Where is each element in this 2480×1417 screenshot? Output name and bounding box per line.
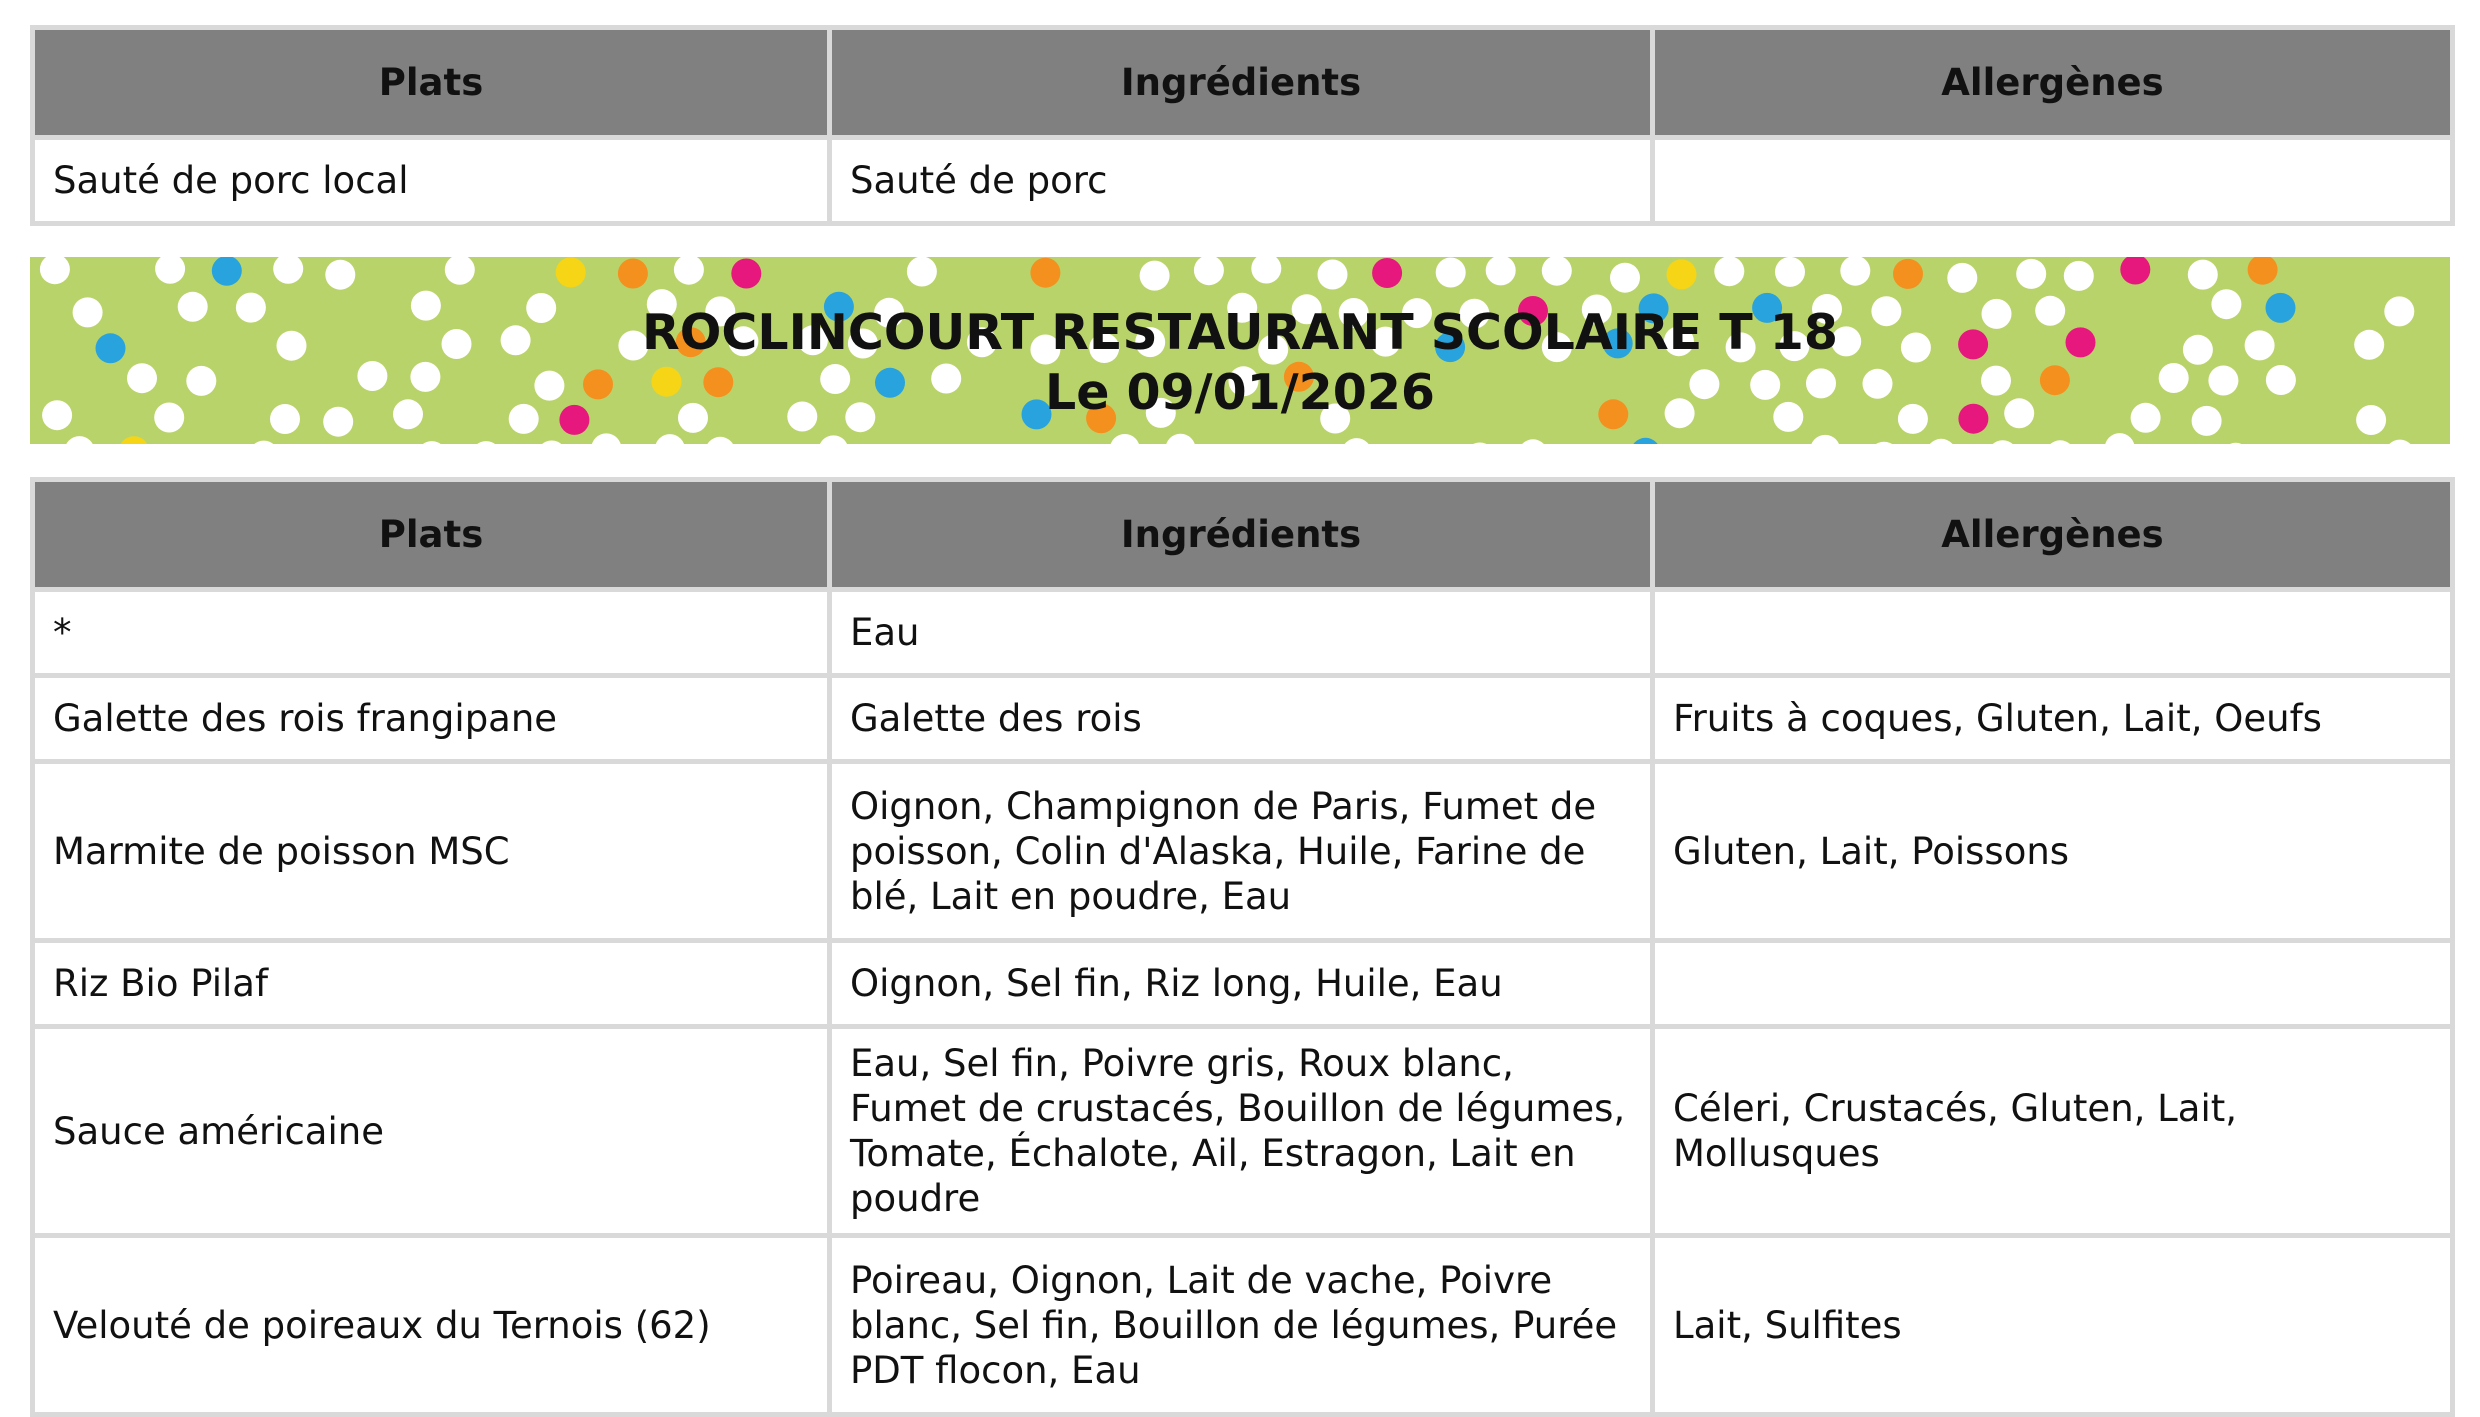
cell-ingredients: Galette des rois [830,676,1653,762]
polka-dot [1714,257,1744,286]
cell-ingredients: Eau, Sel fin, Poivre gris, Roux blanc, Fumet de crustacés, Bouillon de légumes, Tomate, Échalote, Ail, Estragon, Lait en poudre [830,1027,1653,1236]
cell-allergenes [1653,941,2453,1027]
polka-dot [2188,260,2218,290]
cell-plat: Sauté de porc local [33,138,830,224]
polka-dot [907,257,937,287]
polka-dot [1926,439,1956,444]
polka-dot [1988,440,2018,444]
polka-dot [1893,259,1923,289]
table-header-row [33,480,2453,590]
polka-dot [537,441,567,445]
cell-allergenes: Lait, Sulfites [1653,1236,2453,1415]
cell-allergenes: Fruits à coques, Gluten, Lait, Oeufs [1653,676,2453,762]
polka-dot [1436,258,1466,288]
column-header-plats: Plats [33,480,830,590]
menu-table-main [30,477,2455,1417]
cell-allergenes: Gluten, Lait, Poissons [1653,762,2453,941]
polka-dot [1947,263,1977,293]
cell-ingredients: Poireau, Oignon, Lait de vache, Poivre blanc, Sel fin, Bouillon de légumes, Purée PDT flocon, Eau [830,1236,1653,1415]
polka-dot [819,435,849,444]
polka-dot [417,441,447,444]
cell-ingredients: Eau [830,590,1653,676]
polka-dot [1140,261,1170,291]
polka-dot [1251,257,1281,284]
polka-dot [212,257,242,286]
polka-dot [445,257,475,285]
polka-dot [705,437,735,444]
cell-plat: Velouté de poireaux du Ternois (62) [33,1236,830,1415]
polka-dot [1518,439,1548,444]
cell-ingredients: Oignon, Champignon de Paris, Fumet de poisson, Colin d'Alaska, Huile, Farine de blé, Lait en poudre, Eau [830,762,1653,941]
polka-dot [1542,257,1572,286]
polka-dot [1610,263,1640,293]
day-banner [30,257,2450,444]
column-header-ingredients: Ingrédients [830,480,1653,590]
table-row [33,138,2453,224]
polka-dot [674,257,704,285]
polka-dot [273,257,303,284]
table-row [33,1236,2453,1415]
table-row [33,1027,2453,1236]
polka-dot [2016,259,2046,289]
cell-ingredients: Sauté de porc [830,138,1653,224]
restaurant-name: ROCLINCOURT RESTAURANT SCOLAIRE T 18 [642,304,1838,361]
polka-dot [2045,440,2075,444]
column-header-plats: Plats [33,28,830,138]
polka-dot [325,260,355,290]
menu-table-top [30,25,2455,226]
polka-dot [1840,257,1870,286]
polka-dot [1775,257,1805,287]
table-header-row [33,28,2453,138]
polka-dot [2385,440,2415,444]
polka-dot [618,259,648,289]
polka-dot [1465,443,1495,445]
polka-dot [2221,443,2251,444]
polka-dot [2248,257,2278,285]
polka-dot [2120,257,2150,285]
polka-dot [2105,433,2135,444]
polka-dot [119,436,149,444]
polka-dot [249,441,279,444]
cell-ingredients: Oignon, Sel fin, Riz long, Huile, Eau [830,941,1653,1027]
polka-dot [556,257,586,287]
table-row [33,762,2453,941]
menu-date: Le 09/01/2026 [1044,364,1436,421]
cell-plat: Galette des rois frangipane [33,676,830,762]
polka-dot [655,434,685,444]
polka-dot [1030,258,1060,288]
table-row [33,676,2453,762]
column-header-ingredients: Ingrédients [830,28,1653,138]
polka-dot [1810,435,1840,444]
table-row [33,941,2453,1027]
polka-dot [2064,261,2094,291]
cell-allergenes [1653,590,2453,676]
table-row [33,590,2453,676]
polka-dot [1631,438,1661,444]
polka-dot [1869,442,1899,444]
polka-dot [1166,434,1196,444]
polka-dot [1342,438,1372,444]
cell-allergenes: Céleri, Crustacés, Gluten, Lait, Mollusques [1653,1027,2453,1236]
cell-plat: * [33,590,830,676]
polka-dot [591,433,621,444]
polka-dot [1372,258,1402,288]
cell-plat: Marmite de poisson MSC [33,762,830,941]
column-header-allergenes: Allergènes [1653,480,2453,590]
polka-dot [731,259,761,289]
polka-dot [1486,257,1516,285]
polka-dot [155,257,185,284]
banner-title [30,303,2450,423]
cell-plat: Riz Bio Pilaf [33,941,830,1027]
cell-plat: Sauce américaine [33,1027,830,1236]
polka-dot [40,257,70,284]
polka-dot [1110,434,1140,444]
polka-dot [471,441,501,444]
polka-dot [1318,260,1348,290]
cell-allergenes [1653,138,2453,224]
polka-dot [1667,259,1697,289]
polka-dot [1194,257,1224,285]
polka-dot [65,436,95,444]
column-header-allergenes: Allergènes [1653,28,2453,138]
